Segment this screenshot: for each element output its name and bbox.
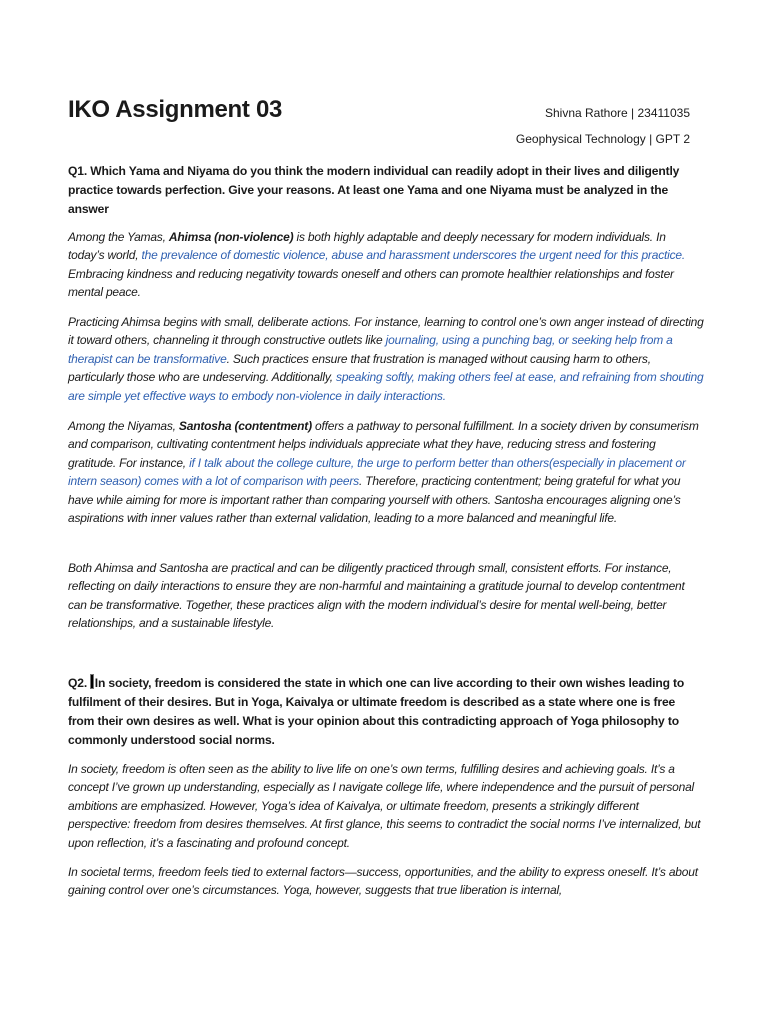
q1-paragraph-4: Both Ahimsa and Santosha are practical and can be diligently practiced through small, consistent efforts. For instance, reflecting on daily interactions to ensure they are non-harmful and maintaining a gratitude journal to develop contentment can be transformative. Together, these practices align with the modern individual’s desire for mental well-being, better relationships, and a sustainable lifestyle.	[68, 561, 685, 631]
q2-paragraph-1: In society, freedom is often seen as the ability to live life on one’s own terms, fulfilling desires and achieving goals. It’s a concept I’ve grown up understanding, especially as I navigate college life, where independence and the pursuit of personal ambitions are emphasized. However, Yoga’s idea of Kaivalya, or ultimate freedom, presents a strikingly different perspective: freedom from desires themselves. At first glance, this seems to contradict the social norms I’ve internalized, but upon reflection, it’s a fascinating and profound concept.	[68, 762, 701, 850]
department-line: Geophysical Technology | GPT 2	[515, 132, 690, 146]
q1-paragraph-3: Among the Niyamas, Santosha (contentment) offers a pathway to personal fulfillment. In a society driven by consumerism and comparison, cultivating contentment helps individuals appreciate what they have, reducing stress and fostering gratitude. For instance, if I talk about the college culture, the urge to perform better than others(especially in placement or intern season) comes with a lot of comparison with peers. Therefore, practicing contentment; being grateful for what you have while aiming for more is important rather than comparing yourself with others. Santosha encourages aligning one’s aspirations with inner values rather than external validation, leading to a more balanced and meaningful life.	[68, 419, 699, 526]
highlight-text: journaling, using a punching bag, or seeking help from a therapist can be transformative	[68, 333, 673, 366]
author-line: Shivna Rathore | 23411035	[544, 106, 690, 120]
highlight-text: the prevalence of domestic violence, abuse and harassment underscores the urgent need for this practice.	[141, 248, 686, 263]
q2-paragraph-2: In societal terms, freedom feels tied to external factors—success, opportunities, and the ability to express oneself. It’s about gaining control over one’s circumstances. Yoga, however, suggests that true liberation is internal,	[68, 865, 698, 898]
q2-question: Q2. In society, freedom is considered the state in which one can live according to their own wishes leading to fulfilment of their desires. But in Yoga, Kaivalya or ultimate freedom is described as a state where one is free from their own desires as well. What is your opinion about this contradicting approach of Yoga philosophy to commonly understood social norms.	[68, 676, 685, 747]
highlight-text: if I talk about the college culture, the urge to perform better than others(especially in placement or intern season) comes with a lot of comparison with peers	[68, 455, 686, 489]
q1-paragraph-2: Practicing Ahimsa begins with small, deliberate actions. For instance, learning to control one’s own anger instead of directing it toward others, channeling it through constructive outlets like journaling, using a punching bag, or seeking help from a therapist can be transformative. Such practices ensure that frustration is managed without causing harm to others, particularly those who are undeserving. Additionally, speaking softly, making others feel at ease, and refraining from shouting are simple yet effective ways to embody non-violence in daily interactions.	[68, 315, 704, 403]
q1-question: Q1. Which Yama and Niyama do you think the modern individual can readily adopt in their lives and diligently practice towards perfection. Give your reasons. At least one Yama and one Niyama must be analyzed in the answer	[68, 164, 680, 216]
text-cursor	[90, 674, 94, 689]
q1-paragraph-1: Among the Yamas, Ahimsa (non-violence) is both highly adaptable and deeply necessary for modern individuals. In today’s world, the prevalence of domestic violence, abuse and harassment underscores the urgent need for this practice. Embracing kindness and reducing negativity towards oneself and others can promote healthier relationships and foster mental peace.	[68, 230, 686, 300]
document-title: IKO Assignment 03	[68, 96, 283, 123]
highlight-text: speaking softly, making others feel at ease, and refraining from shouting are simple yet effective ways to embody non-violence in daily interactions.	[68, 370, 704, 403]
